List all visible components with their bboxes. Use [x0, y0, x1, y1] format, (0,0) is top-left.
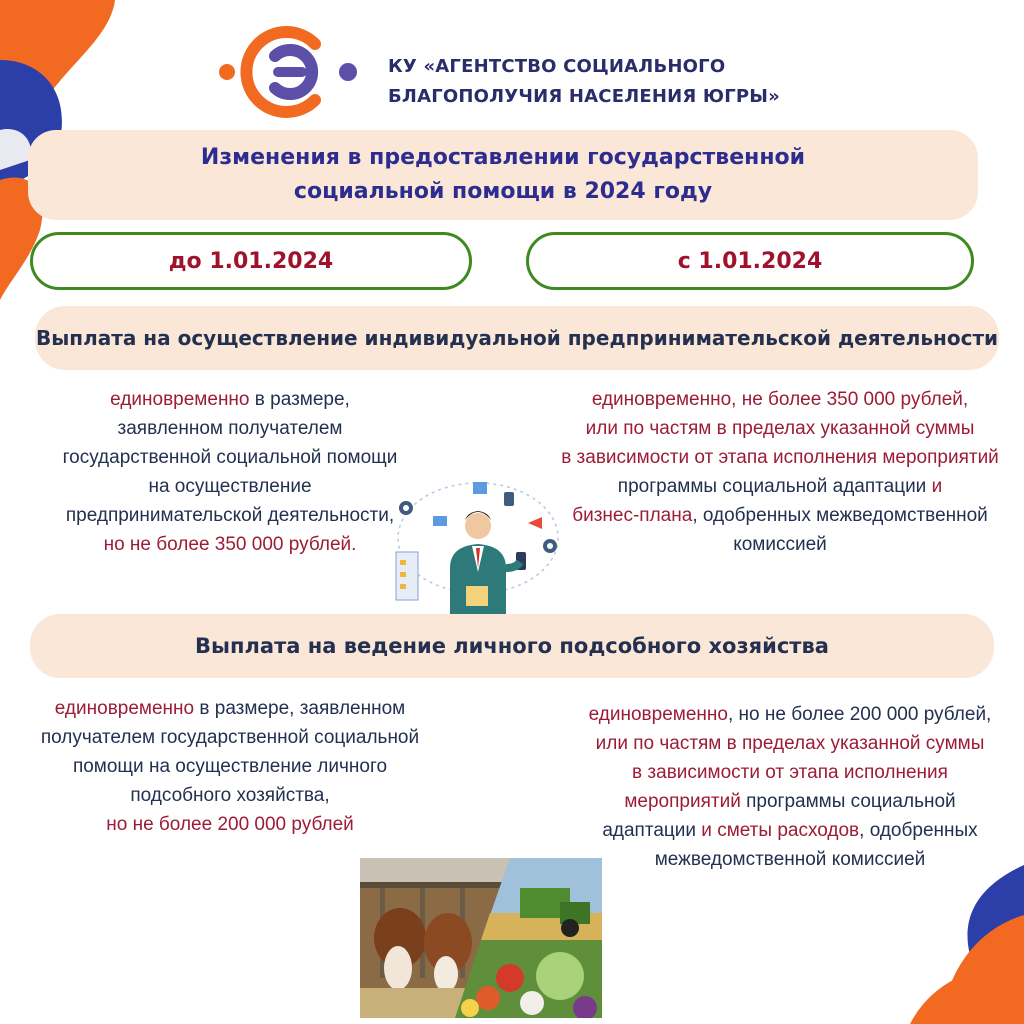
highlight: или по частям в пределах указанной суммы	[585, 418, 975, 439]
text: программы социальной	[740, 791, 956, 812]
text: адаптации	[602, 820, 697, 841]
highlight: единовременно	[54, 698, 195, 719]
highlight: или по частям в пределах указанной суммы	[595, 733, 985, 754]
date-after-badge: с 1.01.2024	[526, 232, 974, 290]
highlight: в зависимости от этапа исполнения мероприятий	[561, 447, 999, 468]
highlight: единовременно	[588, 704, 728, 725]
section-household-heading: Выплата на ведение личного подсобного хозяйства	[30, 614, 994, 678]
highlight: но не более 200 000 рублей	[106, 814, 354, 835]
text: , одобренных межведомственной	[692, 505, 988, 526]
section-business-after-text	[540, 385, 1020, 559]
organization-name-line1: КУ «АГЕНТСТВО СОЦИАЛЬНОГО	[388, 56, 726, 77]
highlight: мероприятий	[624, 791, 741, 812]
highlight: сметы расходов	[717, 820, 860, 841]
section-household-before-text	[20, 694, 440, 839]
highlight: в зависимости от этапа исполнения	[632, 762, 948, 783]
text: , одобренных	[859, 820, 978, 841]
highlight: бизнес-плана	[572, 505, 693, 526]
page-title-line2: социальной помощи в 2024 году	[293, 179, 713, 204]
text: комиссией	[733, 534, 827, 555]
section-household-after-text	[560, 700, 1020, 874]
highlight: единовременно	[110, 389, 250, 410]
text: , но не более 200 000 рублей,	[727, 704, 992, 725]
text: в размере, заявленном	[194, 698, 406, 719]
text: помощи на осуществление личного	[72, 756, 388, 777]
text: заявленном получателем	[117, 418, 343, 439]
text: получателем государственной социальной	[40, 727, 420, 748]
text: межведомственной комиссией	[654, 849, 926, 870]
page-title	[28, 130, 978, 220]
organization-name	[388, 52, 788, 112]
ribbon-decoration-bottom-right	[890, 855, 1024, 1024]
text: подсобного хозяйства,	[130, 785, 330, 806]
highlight: единовременно	[591, 389, 732, 410]
highlight: , не более 350 000 рублей,	[731, 389, 969, 410]
text: на осуществление	[148, 476, 312, 497]
text: государственной социальной помощи	[62, 447, 398, 468]
section-business-heading: Выплата на осуществление индивидуальной предпринимательской деятельности	[35, 306, 999, 370]
highlight: и	[696, 820, 718, 841]
farm-collage-image	[360, 858, 602, 1018]
highlight: и	[926, 476, 943, 497]
highlight: но не более 350 000 рублей.	[103, 534, 357, 555]
page-title-line1: Изменения в предоставлении государственной	[200, 145, 806, 170]
organization-name-line2: БЛАГОПОЛУЧИЯ НАСЕЛЕНИЯ ЮГРЫ»	[388, 86, 780, 107]
section-business-before-text	[20, 385, 440, 559]
text: в размере,	[249, 389, 350, 410]
businessman-illustration-icon	[388, 468, 568, 618]
date-before-badge: до 1.01.2024	[30, 232, 472, 290]
text: предпринимательской деятельности,	[65, 505, 395, 526]
agency-logo-icon	[215, 22, 365, 122]
text: программы социальной адаптации	[617, 476, 927, 497]
